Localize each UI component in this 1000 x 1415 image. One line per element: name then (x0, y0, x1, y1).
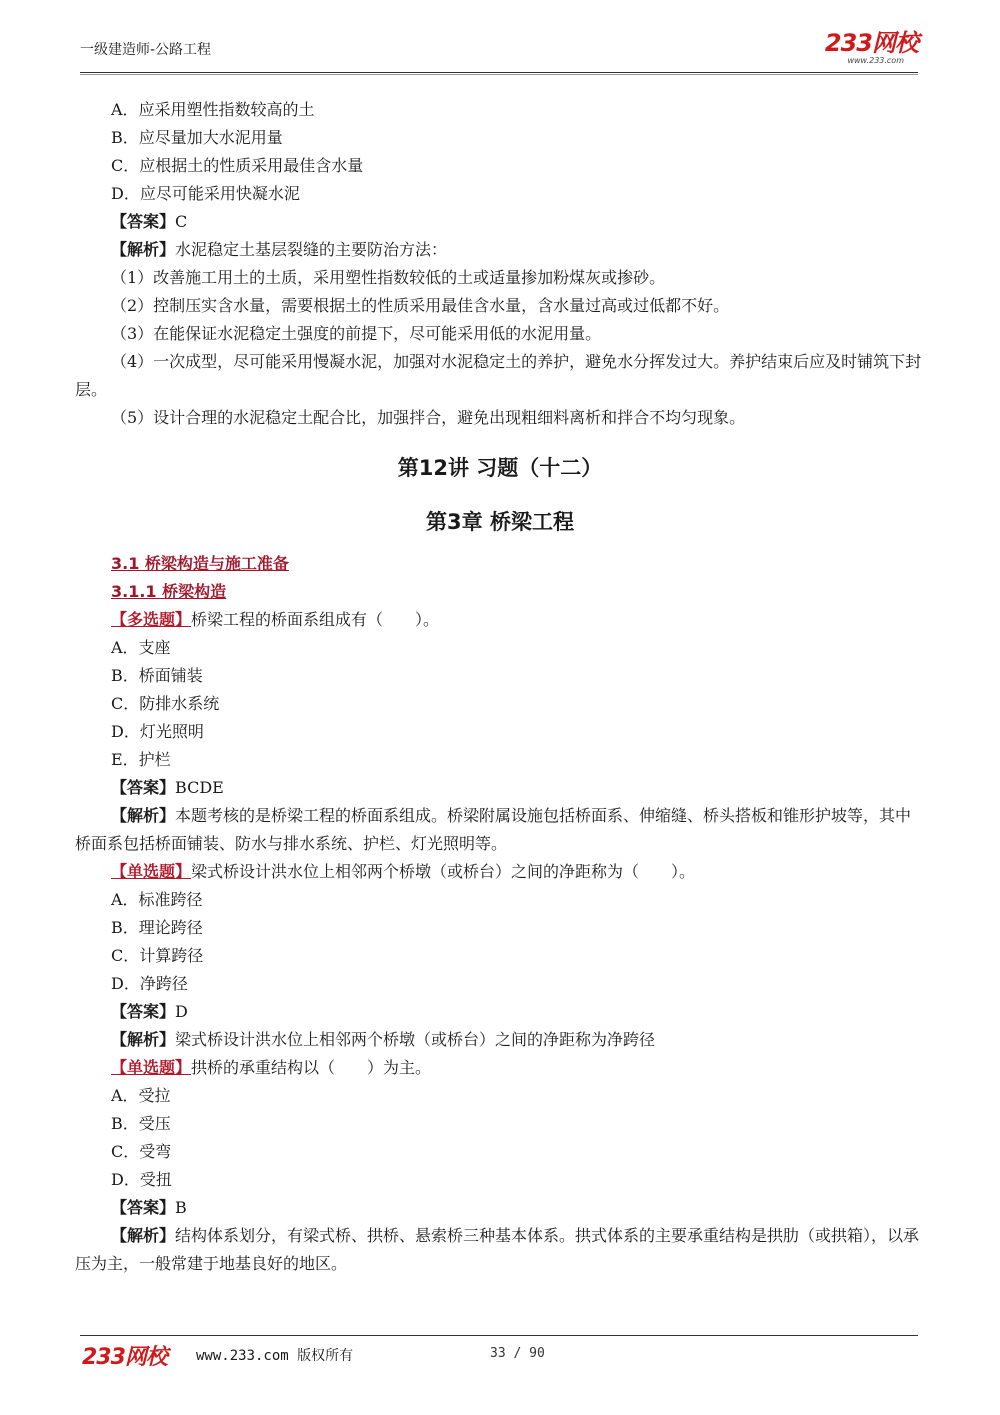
chapter-title: 第3章 桥梁工程 (426, 510, 574, 534)
question-text: 桥梁工程的桥面系组成有（ ）。 (191, 610, 440, 629)
question-type-tag: 【单选题】 (111, 862, 192, 881)
answer-label: 【答案】 (111, 1198, 176, 1217)
question-stem (75, 606, 925, 634)
analysis-label: 【解析】 (111, 806, 176, 825)
answer-value: C (175, 212, 188, 231)
header-rule (80, 72, 918, 73)
header-title: 一级建造师-公路工程 (80, 42, 212, 58)
option: A．应采用塑性指数较高的土 (111, 100, 315, 119)
subsection-link[interactable]: 3.1.1 桥梁构造 (111, 582, 227, 601)
analysis-point: （5）设计合理的水泥稳定土配合比，加强拌合，避免出现粗细料离析和拌合不均匀现象。 (111, 408, 746, 427)
lecture-title: 第12讲 习题（十二） (397, 456, 603, 480)
analysis-text: 结构体系划分，有梁式桥、拱桥、悬索桥三种基本体系。拱式体系的主要承重结构是拱肋（或拱箱），以承压为主，一般常建于地基良好的地区。 (75, 1226, 920, 1273)
option: B．应尽量加大水泥用量 (111, 128, 283, 147)
question-type-tag: 【单选题】 (111, 1058, 192, 1077)
analysis-line (75, 1026, 925, 1054)
question-stem (75, 1054, 925, 1082)
section-link[interactable]: 3.1 桥梁构造与施工准备 (111, 554, 289, 573)
option: D．应尽可能采用快凝水泥 (111, 184, 300, 203)
footer-logo[interactable]: 233网校 (82, 1345, 167, 1370)
answer-label: 【答案】 (111, 212, 176, 231)
option: B．桥面铺装 (111, 666, 203, 685)
analysis-point: （2）控制压实含水量，需要根据土的性质采用最佳含水量，含水量过高或过低都不好。 (111, 296, 730, 315)
question-text: 梁式桥设计洪水位上相邻两个桥墩（或桥台）之间的净距称为（ ）。 (191, 862, 696, 881)
logo-url: www.233.com (847, 56, 904, 65)
option: B．理论跨径 (111, 918, 203, 937)
option: A．支座 (111, 638, 171, 657)
footer-site[interactable]: www.233.com 版权所有 (196, 1348, 354, 1364)
option: B．受压 (111, 1114, 171, 1133)
option: A．标准跨径 (111, 890, 203, 909)
option: E．护栏 (111, 750, 171, 769)
analysis-point-wrapped (75, 348, 925, 404)
option: C．计算跨径 (111, 946, 204, 965)
brand-logo[interactable] (825, 30, 918, 65)
analysis-point: （3）在能保证水泥稳定土强度的前提下，尽可能采用低的水泥用量。 (111, 324, 602, 343)
footer-rule (80, 1335, 918, 1336)
answer-line (75, 1194, 925, 1222)
option: C．受弯 (111, 1142, 172, 1161)
subsection-heading[interactable] (75, 578, 925, 606)
option: D．灯光照明 (111, 722, 204, 741)
analysis-text: 梁式桥设计洪水位上相邻两个桥墩（或桥台）之间的净距称为净跨径 (175, 1030, 656, 1049)
section-heading[interactable] (75, 550, 925, 578)
analysis-text: 水泥稳定土基层裂缝的主要防治方法： (175, 240, 448, 259)
option: C．应根据土的性质采用最佳含水量 (111, 156, 364, 175)
analysis-label: 【解析】 (111, 1226, 176, 1245)
option: D．受扭 (111, 1170, 172, 1189)
answer-label: 【答案】 (111, 1002, 176, 1021)
header-rule-secondary (80, 74, 918, 75)
option: D．净跨径 (111, 974, 188, 993)
analysis-paragraph (75, 802, 925, 858)
option: C．防排水系统 (111, 694, 220, 713)
answer-line (75, 998, 925, 1026)
option: A．受拉 (111, 1086, 171, 1105)
analysis-line (75, 236, 925, 264)
page-content (75, 96, 925, 1278)
analysis-point: （1）改善施工用土的土质，采用塑性指数较低的土或适量掺加粉煤灰或掺砂。 (111, 268, 666, 287)
analysis-paragraph (75, 1222, 925, 1278)
answer-label: 【答案】 (111, 778, 176, 797)
answer-line (75, 208, 925, 236)
answer-value: B (175, 1198, 187, 1217)
answer-value: D (175, 1002, 188, 1021)
analysis-label: 【解析】 (111, 1030, 176, 1049)
question-stem (75, 858, 925, 886)
page-header (80, 29, 920, 70)
logo-text: 233网校 (824, 29, 918, 57)
analysis-point: （4）一次成型，尽可能采用慢凝水泥，加强对水泥稳定土的养护，避免水分挥发过大。养护结束后应及时铺筑下封层。 (75, 352, 922, 399)
question-text: 拱桥的承重结构以（ ）为主。 (191, 1058, 432, 1077)
analysis-label: 【解析】 (111, 240, 176, 259)
page-number: 33 / 90 (490, 1346, 545, 1361)
question-type-tag: 【多选题】 (111, 610, 192, 629)
answer-value: BCDE (175, 778, 224, 797)
analysis-text: 本题考核的是桥梁工程的桥面系组成。桥梁附属设施包括桥面系、伸缩缝、桥头搭板和锥形护坡等，其中桥面系包括桥面铺装、防水与排水系统、护栏、灯光照明等。 (75, 806, 912, 853)
answer-line (75, 774, 925, 802)
